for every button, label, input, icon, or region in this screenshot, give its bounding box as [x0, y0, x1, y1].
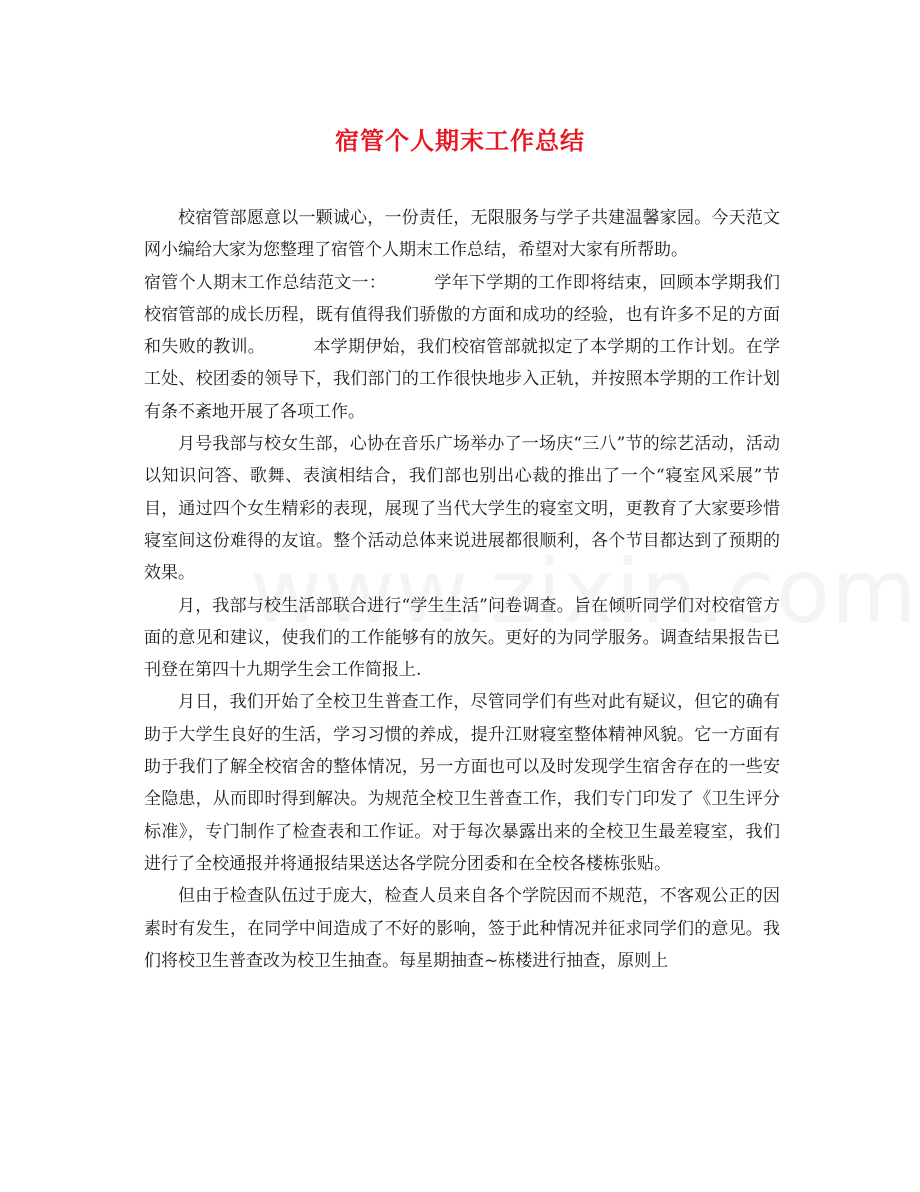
intro-paragraph: [144, 202, 780, 267]
paragraph-5: 但由于检查队伍过于庞大，检查人员来自各个学院因而不规范，不客观公正的因素时有发生，在同学中间造成了不好的影响，签于此种情况并征求同学们的意见。我们将校卫生普查改为校卫生抽查。每星期抽查~栋楼进行抽查，原则上: [144, 886, 780, 971]
paragraph-2: 月号我部与校女生部，心协在音乐广场举办了一场庆“三八”节的综艺活动，活动以知识问答、歌舞、表演相结合，我们部也别出心裁的推出了一个“寝室风采展”节目，通过四个女生精彩的表现，展现了当代大学生的寝室文明，更教育了大家要珍惜寝室间这份难得的友谊。整个活动总体来说进展都很顺利，各个节目都达到了预期的效果。: [144, 434, 780, 584]
paragraph-1b: 本学期伊始，我们校宿管部就拟定了本学期的工作计划。在学工处、校团委的领导下，我们部门的工作很快地步入正轨，并按照本学期的工作计划有条不紊地开展了各项工作。: [144, 337, 781, 422]
page-title: 宿管个人期末工作总结: [335, 126, 585, 155]
intro-text: 校宿管部愿意以一颗诚心，一份责任，无限服务与学子共建温馨家园。今天范文网小编给大家为您整理了宿管个人期末工作总结，希望对大家有所帮助。: [144, 208, 780, 261]
paragraph-4: 月日，我们开始了全校卫生普查工作，尽管同学们有些对此有疑议，但它的确有助于大学生良好的生活，学习习惯的养成，提升江财寝室整体精神风貌。它一方面有助于我们了解全校宿舍的整体情况，另一方面也可以及时发现学生宿舍存在的一些安全隐患，从而即时得到解决。为规范全校卫生普查工作，我们专门印发了《卫生评分标准》，专门制作了检查表和工作证。对于每次暴露出来的全校卫生最差寝室，我们进行了全校通报并将通报结果送达各学院分团委和在全校各楼栋张贴。: [144, 692, 780, 874]
section-label: 宿管个人期末工作总结范文一：: [144, 272, 387, 293]
paragraph-1a: 学年下学期的工作即将结束，回顾本学期我们校宿管部的成长历程，既有值得我们骄傲的方面和成功的经验，也有许多不足的方面和失败的教训。: [144, 272, 781, 358]
document-body: [144, 202, 780, 977]
paragraph-3: 月，我部与校生活部联合进行“学生生活”问卷调查。旨在倾听同学们对校宿管方面的意见和建议，使我们的工作能够有的放矢。更好的为同学服务。调查结果报告已刊登在第四十九期学生会工作简报上.: [144, 595, 780, 681]
section-paragraph: [144, 267, 780, 428]
